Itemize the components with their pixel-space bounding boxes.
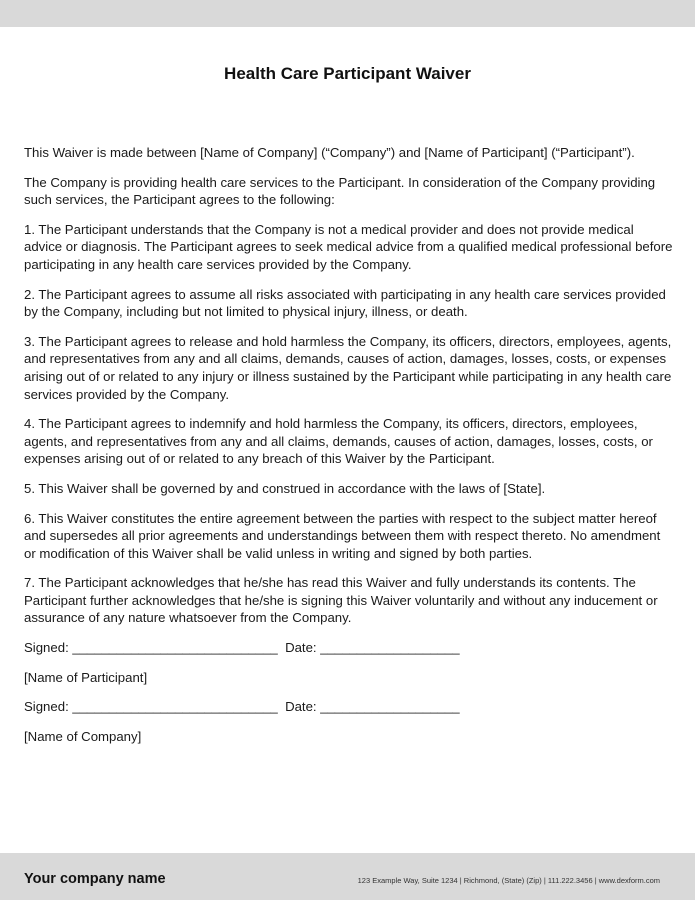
company-name: [Name of Company]	[24, 728, 142, 744]
paragraph-consideration: The Company is providing health care services to the Participant. In consideration of the Company providing such services, the Participant agrees to the following:	[24, 174, 656, 208]
clause-5: 5. This Waiver shall be governed by and construed in accordance with the laws of [State].	[24, 480, 546, 496]
clause-4: 4. The Participant agrees to indemnify and hold harmless the Company, its officers, directors, employees, agents, and representatives from any and all claims, demands, causes of action, damages, losses, costs, or expenses arising out of or related to any breach of this Waiver by the Participant.	[24, 416, 653, 467]
company-signature-line: Signed: ____________________________ Date: ___________________	[24, 699, 460, 715]
paragraph-intro: This Waiver is made between [Name of Company] (“Company”) and [Name of Participant] (“Participant”).	[24, 145, 635, 160]
clause-7: 7. The Participant acknowledges that he/she has read this Waiver and fully understands its contents. The Participant further acknowledges that he/she is signing this Waiver voluntarily and without any inducement or assurance of any nature whatsoever from the Company.	[24, 575, 658, 626]
footer-bar	[0, 853, 695, 900]
clause-2: 2. The Participant agrees to assume all risks associated with participating in any health care services provided by the Company, including but not limited to physical injury, illness, or death.	[24, 286, 666, 320]
clause-3: 3. The Participant agrees to release and hold harmless the Company, its officers, directors, employees, agents, and representatives from any and all claims, demands, causes of action, damages, losses, costs, or expenses arising out of or related to any injury or illness sustained by the Participant while participating in any health care services provided by the Company.	[24, 333, 672, 402]
top-bar	[0, 0, 695, 27]
participant-signature-line: Signed: ____________________________ Date: ___________________	[24, 640, 460, 656]
participant-name: [Name of Participant]	[24, 669, 148, 685]
clause-1: 1. The Participant understands that the Company is not a medical provider and does not provide medical advice or diagnosis. The Participant agrees to seek medical advice from a qualified medical professional before participating in any health care services provided by the Company.	[24, 221, 673, 272]
document-body	[24, 144, 674, 757]
document-title: Health Care Participant Waiver	[224, 64, 471, 83]
clause-6: 6. This Waiver constitutes the entire agreement between the parties with respect to the subject matter hereof and supersedes all prior agreements and understandings between them with respect thereto. No amendment or modification of this Waiver shall be valid unless in writing and signed by both parties.	[24, 510, 661, 561]
footer-contact-info: 123 Example Way, Suite 1234 | Richmond, (State) (Zip) | 111.222.3456 | www.dexform.com	[357, 876, 660, 885]
footer-company-name: Your company name	[24, 871, 166, 887]
